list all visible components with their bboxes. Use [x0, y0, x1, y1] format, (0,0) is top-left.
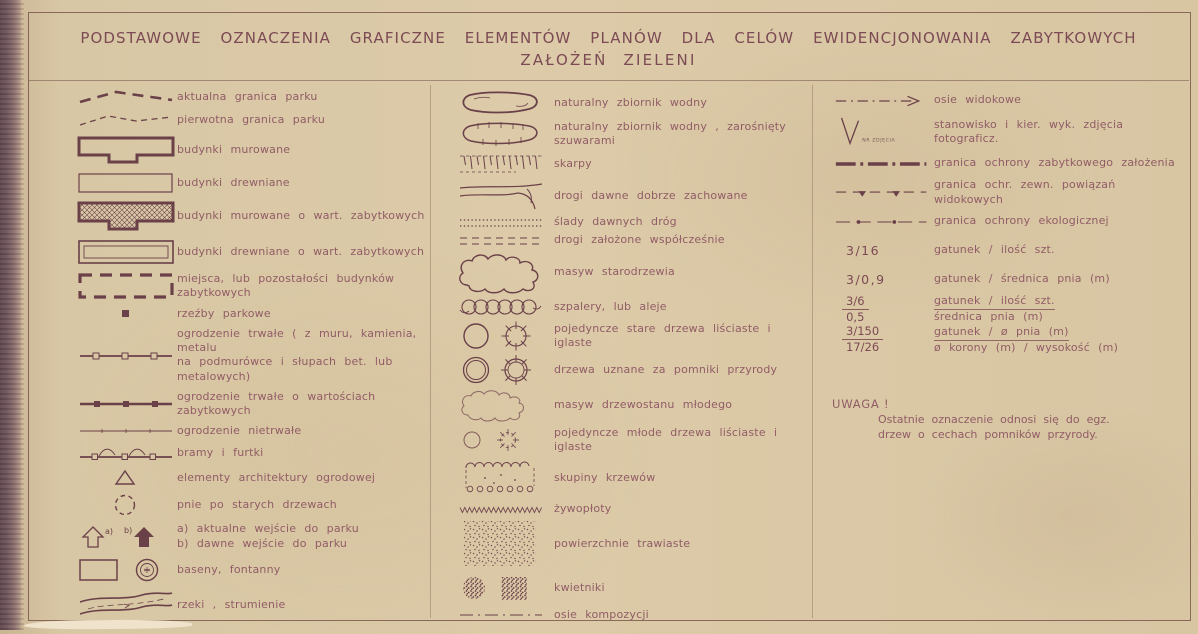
old-road-traces-icon — [448, 216, 554, 230]
legend-row — [828, 115, 1186, 149]
park-sculptures-icon — [75, 309, 177, 319]
historic-building-remains-icon — [75, 271, 177, 301]
legend-row — [75, 444, 427, 464]
permanent-fence-icon — [75, 349, 177, 361]
legend-row — [448, 520, 806, 568]
legend-label: drogi dawne dobrze zachowane — [554, 188, 748, 202]
legend-row — [448, 458, 806, 498]
legend-column-1 — [75, 86, 427, 628]
legend-label: rzeki , strumienie — [177, 597, 286, 611]
title-line-1: PODSTAWOWE OZNACZENIA GRAFICZNE ELEMENTÓW PLANÓW DLA CELÓW EWIDENCJONOWANIA ZABYTKOWYCH — [80, 29, 1137, 47]
legend-row — [448, 355, 806, 385]
legend-label: miejsca, lub pozostałości budynków zabytkowych — [177, 272, 395, 300]
rivers-streams-icon — [75, 590, 177, 620]
legend-label: elementy architektury ogrodowej — [177, 470, 376, 484]
current-park-boundary-icon — [75, 88, 177, 106]
species-code-value: 3/16 — [846, 243, 881, 258]
wooden-buildings-historic-icon — [75, 238, 177, 266]
legend-label: ogrodzenie trwałe o wartościach zabytkowych — [177, 389, 376, 417]
legend-row — [448, 502, 806, 516]
legend-label: a) aktualne wejście do parku b) dawne wejście do parku — [177, 522, 359, 550]
legend-label: gatunek / średnica pnia (m) — [934, 272, 1110, 286]
species-code-icon — [828, 325, 932, 354]
species-code-icon — [828, 243, 932, 258]
old-tree-massif-icon — [448, 252, 554, 294]
column-divider-1 — [430, 85, 431, 618]
legend-label: naturalny zbiornik wodny — [554, 95, 708, 109]
view-connections-boundary-icon — [828, 187, 932, 199]
species-code-value: 3/0,9 — [846, 272, 886, 287]
legend-row — [75, 112, 427, 130]
ecological-protection-boundary-icon — [828, 217, 932, 227]
legend-label: pnie po starych drzewach — [177, 497, 337, 511]
legend-row — [448, 608, 806, 622]
legend-row — [448, 120, 806, 149]
legend-label: ogrodzenie trwałe ( z muru, kamienia, metalu na podmurówce i słupach bet. lub metalowych) — [177, 326, 417, 383]
overgrown-water-body-icon — [448, 120, 554, 148]
legend-row — [75, 307, 427, 321]
single-old-trees-icon — [448, 321, 554, 351]
svg-text:NR ZDJĘCIA: NR ZDJĘCIA — [862, 138, 896, 144]
legend-label: granica ochrony zabytkowego założenia — [934, 156, 1175, 170]
legend-label: drzewa uznane za pomniki przyrody — [554, 362, 778, 376]
svg-text:a): a) — [105, 526, 114, 536]
sheet-title — [28, 29, 1189, 69]
hedges-icon — [448, 503, 554, 515]
photo-station-icon — [828, 115, 932, 149]
species-code-icon — [828, 295, 932, 324]
legend-row — [448, 252, 806, 294]
legend-label: gatunek / ø pnia (m) ø korony (m) / wysokość (m) — [934, 324, 1119, 354]
legend-row — [448, 215, 806, 229]
legend-row — [75, 200, 427, 232]
legend-row — [448, 90, 806, 116]
legend-label: osie kompozycji — [554, 607, 649, 621]
scan-edge-band — [0, 0, 24, 630]
legend-label: kwietniki — [554, 580, 605, 594]
single-young-trees-icon — [448, 429, 554, 451]
legend-row — [75, 469, 427, 487]
legend-row — [828, 294, 1186, 325]
legend-label: budynki drewniane — [177, 175, 290, 189]
legend-row — [75, 135, 427, 165]
legend-row — [75, 171, 427, 195]
legend-row — [828, 149, 1186, 178]
legend-label: pierwotna granica parku — [177, 113, 325, 127]
legend-label: osie widokowe — [934, 93, 1022, 107]
legend-row — [75, 327, 427, 384]
legend-row — [828, 325, 1186, 356]
old-tree-trunks-icon — [75, 493, 177, 517]
legend-label: rzeźby parkowe — [177, 306, 271, 320]
legend-label: powierzchnie trawiaste — [554, 536, 691, 550]
monument-trees-icon — [448, 355, 554, 385]
column-divider-2 — [812, 85, 813, 618]
permanent-fence-historic-icon — [75, 398, 177, 410]
legend-row — [448, 572, 806, 604]
legend-row — [448, 321, 806, 351]
note-heading: UWAGA ! — [832, 397, 890, 412]
legend-label: gatunek / ilość szt. — [934, 243, 1055, 257]
legend-label: drogi założone współcześnie — [554, 233, 725, 247]
species-code-fraction: 3/150 17/26 — [842, 325, 883, 354]
legend-row — [75, 238, 427, 266]
park-entrances-icon — [75, 523, 177, 551]
shrub-clusters-icon — [448, 458, 554, 498]
composition-axes-icon — [448, 611, 554, 619]
old-roads-preserved-icon — [448, 180, 554, 212]
legend-row — [828, 236, 1186, 265]
natural-water-body-icon — [448, 90, 554, 116]
legend-label: budynki murowane — [177, 142, 291, 156]
masonry-buildings-icon — [75, 135, 177, 165]
tree-alleys-icon — [448, 297, 554, 317]
title-divider — [29, 80, 1189, 81]
legend-label: żywopłoty — [554, 502, 612, 516]
species-code-icon — [828, 272, 932, 287]
masonry-buildings-historic-icon — [75, 200, 177, 232]
historic-protection-boundary-icon — [828, 159, 932, 169]
legend-row — [75, 88, 427, 106]
note-line: Ostatnie oznaczenie odnosi się do egz. — [878, 413, 1110, 427]
temporary-fence-icon — [75, 426, 177, 436]
legend-label: bramy i furtki — [177, 446, 264, 460]
legend-row — [75, 522, 427, 551]
slopes-icon — [448, 152, 554, 176]
legend-row — [75, 556, 427, 584]
title-line-2: ZAŁOŻEŃ ZIELENI — [520, 51, 697, 69]
legend-row — [448, 233, 806, 247]
legend-label: naturalny zbiornik wodny , zarośnięty szuwarami — [554, 119, 787, 148]
young-tree-massif-icon — [448, 388, 554, 422]
legend-label: granica ochrony ekologicznej — [934, 214, 1109, 228]
legend-label: gatunek / ilość szt. średnica pnia (m) — [934, 294, 1055, 324]
gates-and-wickets-icon — [75, 444, 177, 464]
legend-label: pojedyncze stare drzewa liściaste i iglaste — [554, 321, 771, 349]
legend-row — [75, 590, 427, 620]
legend-label: granica ochr. zewn. powiązań widokowych — [934, 178, 1116, 206]
legend-label: ślady dawnych dróg — [554, 215, 677, 229]
modern-roads-icon — [448, 234, 554, 248]
legend-row — [75, 493, 427, 517]
legend-label: baseny, fontanny — [177, 563, 281, 577]
legend-row — [448, 388, 806, 422]
legend-row — [828, 207, 1186, 236]
legend-label: budynki murowane o wart. zabytkowych — [177, 209, 425, 223]
legend-label: ogrodzenie nietrwałe — [177, 423, 302, 437]
species-code-fraction: 3/6 0,5 — [842, 295, 869, 324]
legend-row — [828, 265, 1186, 294]
legend-row — [448, 152, 806, 176]
legend-label: pojedyncze młode drzewa liściaste i iglaste — [554, 426, 778, 454]
legend-label: szpalery, lub aleje — [554, 300, 667, 314]
garden-architecture-icon — [75, 469, 177, 487]
legend-row — [448, 297, 806, 317]
pools-fountains-icon — [75, 556, 177, 584]
note-block — [828, 397, 1186, 443]
legend-label: budynki drewniane o wart. zabytkowych — [177, 244, 425, 258]
legend-label: aktualna granica parku — [177, 89, 318, 103]
legend-label: masyw starodrzewia — [554, 265, 675, 279]
legend-row — [448, 426, 806, 455]
flower-beds-icon — [448, 572, 554, 604]
legend-row — [75, 424, 427, 438]
legend-row — [828, 178, 1186, 207]
legend-row — [448, 180, 806, 212]
wooden-buildings-icon — [75, 171, 177, 195]
svg-text:b): b) — [124, 525, 133, 535]
original-park-boundary-icon — [75, 112, 177, 130]
legend-label: skupiny krzewów — [554, 471, 656, 485]
legend-row — [75, 390, 427, 419]
note-line: drzew o cechach pomników przyrody. — [878, 428, 1098, 442]
legend-row — [828, 86, 1186, 115]
legend-label: skarpy — [554, 156, 592, 170]
legend-label: masyw drzewostanu młodego — [554, 398, 733, 412]
legend-column-3 — [828, 86, 1186, 618]
legend-row — [75, 271, 427, 301]
view-axes-icon — [828, 93, 932, 109]
grass-areas-icon — [448, 520, 554, 568]
legend-column-2 — [448, 86, 806, 634]
legend-label: stanowisko i kier. wyk. zdjęcia fotograficz. — [934, 117, 1124, 145]
